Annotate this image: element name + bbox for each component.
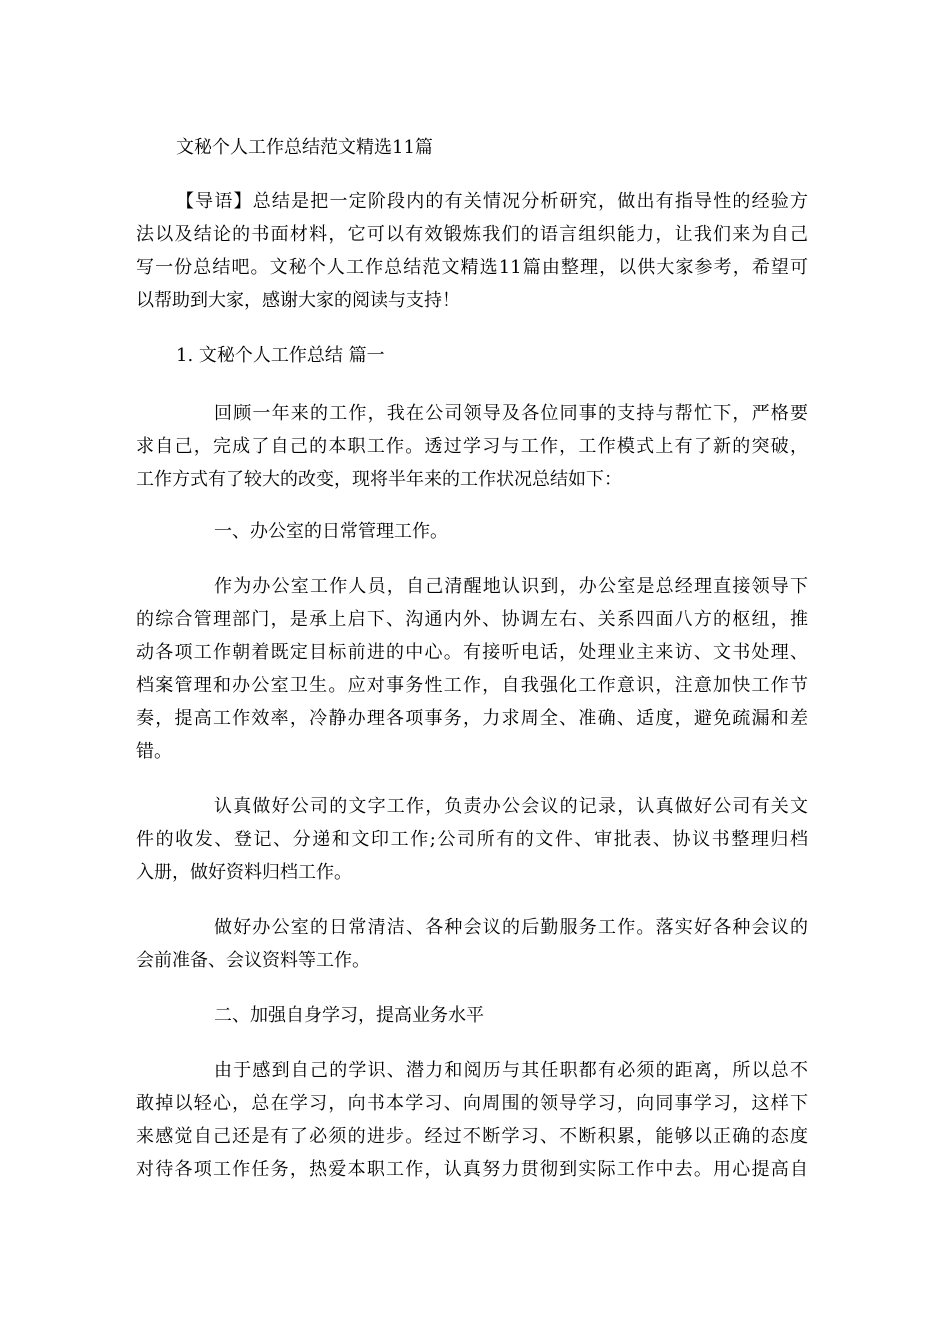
paragraph-line: 做好办公室的日常清洁、各种会议的后勤服务工作。落实好各种会议的 bbox=[214, 917, 808, 938]
paragraph-line: 回顾一年来的工作，我在公司领导及各位同事的支持与帮忙下，严格要 bbox=[214, 403, 808, 424]
paragraph-line: 由于感到自己的学识、潜力和阅历与其任职都有必须的距离，所以总不 bbox=[214, 1060, 808, 1081]
paragraph-line: 件的收发、登记、分递和文印工作;公司所有的文件、审批表、协议书整理归档 bbox=[136, 829, 808, 850]
document-title: 文秘个人工作总结范文精选11篇 bbox=[176, 137, 433, 158]
intro-line: 【导语】总结是把一定阶段内的有关情况分析研究，做出有指导性的经验方 bbox=[176, 191, 808, 212]
paragraph-line: 对待各项工作任务，热爱本职工作，认真努力贯彻到实际工作中去。用心提高自 bbox=[136, 1159, 808, 1180]
subsection-heading: 一、办公室的日常管理工作。 bbox=[214, 521, 448, 542]
paragraph-line: 会前准备、会议资料等工作。 bbox=[136, 950, 370, 971]
paragraph-line: 认真做好公司的文字工作，负责办公会议的记录，认真做好公司有关文 bbox=[214, 796, 808, 817]
intro-line: 以帮助到大家，感谢大家的阅读与支持！ bbox=[136, 290, 460, 311]
section-heading: 1. 文秘个人工作总结 篇一 bbox=[176, 345, 385, 366]
subsection-heading: 二、加强自身学习，提高业务水平 bbox=[214, 1005, 484, 1026]
paragraph-line: 入册，做好资料归档工作。 bbox=[136, 862, 352, 883]
paragraph-line: 动各项工作朝着既定目标前进的中心。有接听电话，处理业主来访、文书处理、 bbox=[136, 642, 808, 663]
paragraph-line: 求自己，完成了自己的本职工作。透过学习与工作，工作模式上有了新的突破， bbox=[136, 436, 808, 457]
paragraph-line: 作为办公室工作人员，自己清醒地认识到，办公室是总经理直接领导下 bbox=[214, 576, 808, 597]
paragraph-line: 错。 bbox=[136, 741, 172, 762]
paragraph-line: 档案管理和办公室卫生。应对事务性工作，自我强化工作意识，注意加快工作节 bbox=[136, 675, 808, 696]
paragraph-line: 工作方式有了较大的改变，现将半年来的工作状况总结如下： bbox=[136, 469, 622, 490]
intro-line: 写一份总结吧。文秘个人工作总结范文精选11篇由整理，以供大家参考，希望可 bbox=[136, 257, 808, 278]
paragraph-line: 来感觉自己还是有了必须的进步。经过不断学习、不断积累，能够以正确的态度 bbox=[136, 1126, 808, 1147]
intro-line: 法以及结论的书面材料，它可以有效锻炼我们的语言组织能力，让我们来为自己 bbox=[136, 224, 808, 245]
paragraph-line: 奏，提高工作效率，冷静办理各项事务，力求周全、准确、适度，避免疏漏和差 bbox=[136, 708, 808, 729]
paragraph-line: 敢掉以轻心，总在学习，向书本学习、向周围的领导学习，向同事学习，这样下 bbox=[136, 1093, 808, 1114]
paragraph-line: 的综合管理部门，是承上启下、沟通内外、协调左右、关系四面八方的枢纽，推 bbox=[136, 609, 808, 630]
